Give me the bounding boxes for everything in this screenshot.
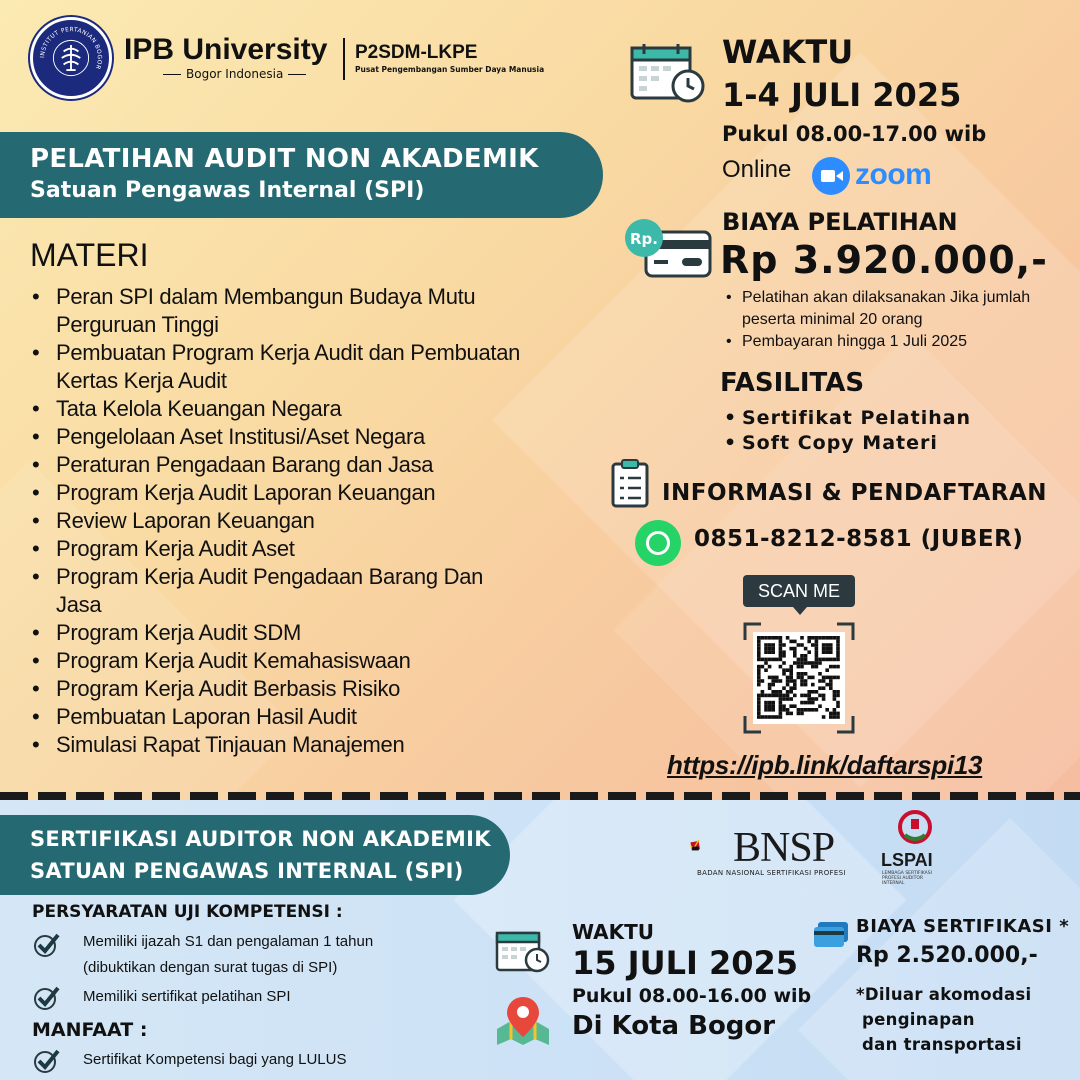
svg-text:INSTITUT PERTANIAN BOGOR: INSTITUT PERTANIAN BOGOR [40,27,102,71]
materi-item: • Program Kerja Audit Kemahasiswaan [30,647,530,675]
cert-waktu-heading: WAKTU [572,920,655,944]
registration-link[interactable]: https://ipb.link/daftarspi13 [667,750,983,780]
calendar-clock-icon [630,42,706,104]
biaya-value: Rp 3.920.000,- [720,238,1048,282]
materi-item: • Tata Kelola Keuangan Negara [30,395,530,423]
map-pin-icon [495,995,551,1047]
bnsp-logo-text: BNSP [733,825,835,871]
bnsp-logo [690,824,734,868]
lspai-logo-text: LSPAI [881,850,933,870]
training-subtitle: Satuan Pengawas Internal (SPI) [30,178,425,203]
materi-item: • Program Kerja Audit Laporan Keuangan [30,479,530,507]
mode-label: Online [722,156,792,183]
info-heading: INFORMASI & PENDAFTARAN [662,480,1048,506]
zoom-icon [812,157,850,195]
zoom-logo-text: zoom [855,158,932,191]
credit-card-icon [812,920,850,948]
materi-item: • Peran SPI dalam Membangun Budaya Mutu Perguruan Tinggi [30,283,530,339]
org-fullname: Pusat Pengembangan Sumber Daya Manusia [355,65,545,74]
materi-item: • Pengelolaan Aset Institusi/Aset Negara [30,423,530,451]
university-name: IPB University [124,33,328,66]
materi-item: • Peraturan Pengadaan Barang dan Jasa [30,451,530,479]
training-title-banner [0,132,603,218]
persyaratan-item-1b: (dibuktikan dengan surat tugas di SPI) [83,959,338,976]
materi-heading: MATERI [30,237,149,273]
waktu-heading: WAKTU [722,33,854,71]
persyaratan-item-1a: Memiliki ijazah S1 dan pengalaman 1 tahun [83,933,374,950]
materi-item: • Review Laporan Keuangan [30,507,530,535]
biaya-notes [722,287,1077,353]
cert-biaya-heading: BIAYA SERTIFIKASI * [856,916,1070,937]
manfaat-heading: MANFAAT : [32,1019,148,1041]
org-name: P2SDM-LKPE [355,42,478,63]
biaya-note-item: • Pembayaran hingga 1 Juli 2025 [722,331,1077,353]
whatsapp-icon [635,520,681,566]
cert-waktu-date: 15 JULI 2025 [572,944,799,982]
fasilitas-item: • Sertifikat Pelatihan [722,406,971,431]
waktu-date: 1-4 JULI 2025 [722,76,962,114]
fasilitas-list [722,406,971,456]
fasilitas-item: • Soft Copy Materi [722,431,971,456]
check-icon [34,932,60,958]
qr-code[interactable] [743,622,855,734]
certification-subtitle: SATUAN PENGAWAS INTERNAL (SPI) [30,859,464,883]
fasilitas-heading: FASILITAS [720,368,865,398]
section-divider [0,792,1080,800]
certification-title-banner [0,815,510,895]
training-title: PELATIHAN AUDIT NON AKADEMIK [30,144,539,174]
cert-biaya-note: *Diluar akomodasi penginapan dan transportasi [856,985,1032,1054]
cert-biaya-value: Rp 2.520.000,- [856,943,1038,968]
check-icon [34,1048,60,1074]
clipboard-icon [610,458,650,508]
contact-phone[interactable]: 0851-8212-8581 (JUBER) [694,526,1024,552]
svg-text:Rp.: Rp. [630,230,658,248]
cert-waktu-time: Pukul 08.00-16.00 wib [572,985,812,1007]
biaya-note-item: • Pelatihan akan dilaksanakan Jika jumlah peserta minimal 20 orang [722,287,1077,331]
materi-item: • Program Kerja Audit Berbasis Risiko [30,675,530,703]
biaya-heading: BIAYA PELATIHAN [722,208,958,236]
persyaratan-item-2: Memiliki sertifikat pelatihan SPI [83,988,291,1005]
waktu-time: Pukul 08.00-17.00 wib [722,122,987,146]
certification-title: SERTIFIKASI AUDITOR NON AKADEMIK [30,827,491,851]
materi-item: • Program Kerja Audit Aset [30,535,530,563]
materi-item: • Pembuatan Laporan Hasil Audit [30,703,530,731]
ipb-logo [30,17,112,99]
materi-item: • Program Kerja Audit SDM [30,619,530,647]
check-icon [34,985,60,1011]
materi-list [30,283,530,759]
university-location: Bogor Indonesia [158,67,311,81]
payment-card-icon [624,218,714,282]
calendar-clock-icon [495,928,551,974]
cert-location: Di Kota Bogor [572,1011,776,1041]
lspai-logo [893,809,937,849]
scan-me-badge: SCAN ME [743,575,855,607]
materi-item: • Program Kerja Audit Pengadaan Barang Dan Jasa [30,563,530,619]
manfaat-item: Sertifikat Kompetensi bagi yang LULUS [83,1051,347,1068]
header-divider [343,38,345,80]
persyaratan-heading: PERSYARATAN UJI KOMPETENSI : [32,902,343,922]
bnsp-fullname: BADAN NASIONAL SERTIFIKASI PROFESI [697,869,846,877]
materi-item: • Simulasi Rapat Tinjauan Manajemen [30,731,530,759]
lspai-fullname: LEMBAGA SERTIFIKASI PROFESI AUDITOR INTERNAL [882,871,932,886]
materi-item: • Pembuatan Program Kerja Audit dan Pembuatan Kertas Kerja Audit [30,339,530,395]
